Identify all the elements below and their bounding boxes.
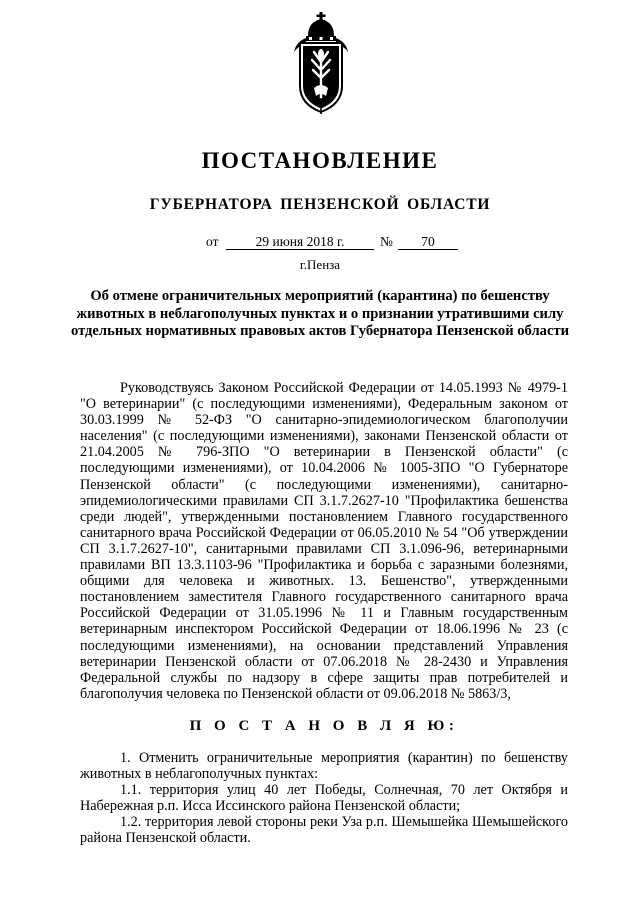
item-paragraph: 1. Отменить ограничительные мероприятия (карантин) по бешенству животных в неблагополучных пунктах: xyxy=(80,749,568,783)
item-paragraph: 1.1. территория улиц 40 лет Победы, Солнечная, 70 лет Октября и Набережная р.п. Исса Иссинского района Пензенской области; xyxy=(80,782,568,815)
document-heading: Об отмене ограничительных мероприятий (карантина) по бешенству животных в неблагополучных пунктах и о признании утратившими силу отдельных нормативных правовых актов Губернатора Пензенской области xyxy=(70,288,570,339)
item-paragraph: 1.2. территория левой стороны реки Уза р.п. Шемышейка Шемышейского района Пензенской области. xyxy=(80,814,568,847)
document-number: 70 xyxy=(398,234,458,250)
date-prefix: от xyxy=(206,234,219,249)
document-date: 29 июня 2018 г. xyxy=(226,234,374,250)
preamble-paragraph: Руководствуясь Законом Российской Федерации от 14.05.1993 № 4979-1 "О ветеринарии" (с последующими изменениями), Федеральным законом от 30.03.1999 № 52-ФЗ "О санитарно-эпидемиологическом благополучии населения" (с последующими изменениями), законами Пензенской области от 21.04.2005 № 796-ЗПО "О ветеринарии в Пензенской области" (с последующими изменениями), от 10.04.2006 № 1005-ЗПО "О Губернаторе Пензенской области" (с последующими изменениями), санитарно-эпидемиологическими правилами СП 3.1.7.2627-10 "Профилактика бешенства среди людей", утвержденными постановлением Главного государственного санитарного врача Российской Федерации от 06.05.2010 № 54 "Об утверждении СП 3.1.7.2627-10", санитарными правилами СП 3.1.096-96, ветеринарными правилами ВП 13.3.1103-96 "Профилактика и борьба с заразными болезнями, общими для человека и животных. 13. Бешенство", утвержденными постановлением заместителя Главного государственного санитарного врача Российской Федерации от 31.05.1996 № 11 и Главным государственным ветеринарным инспектором Российской Федерации от 18.06.1996 № 23 (с последующими изменениями), на основании представлений Управления ветеринарии Пензенской области от 07.06.2018 № 28-2430 и Управления Федеральной службы по надзору в сфере защиты прав потребителей и благополучия человека по Пензенской области от 09.06.2018 № 5863/3, xyxy=(80,380,568,702)
decree-word: П О С Т А Н О В Л Я Ю: xyxy=(189,717,459,734)
number-prefix: № xyxy=(380,234,393,249)
city: г.Пенза xyxy=(299,257,341,272)
coat-of-arms-emblem xyxy=(290,12,352,116)
issuer-title: ГУБЕРНАТОРА ПЕНЗЕНСКОЙ ОБЛАСТИ xyxy=(149,196,491,213)
document-title: ПОСТАНОВЛЕНИЕ xyxy=(201,148,439,173)
document-body xyxy=(80,380,568,847)
date-number-line xyxy=(0,234,640,252)
